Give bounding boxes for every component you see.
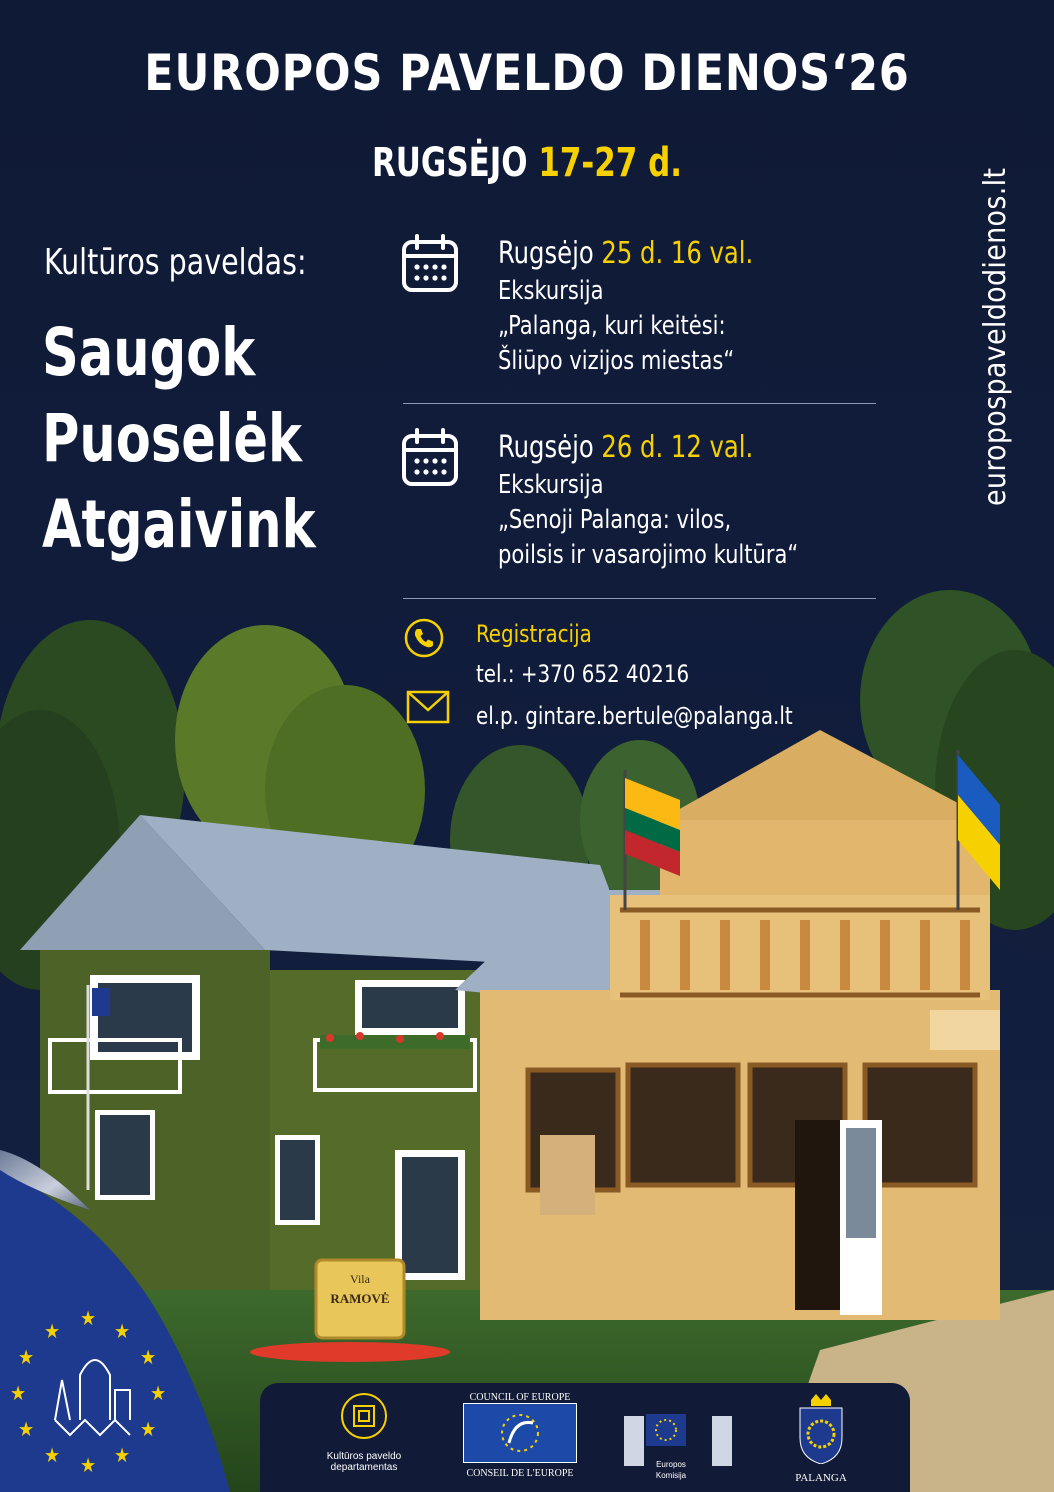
palanga-logo	[790, 1392, 852, 1484]
palanga-coat-of-arms-icon	[796, 1392, 846, 1464]
divider	[403, 403, 876, 404]
event-date	[498, 234, 753, 274]
coe-top-label: COUNCIL OF EUROPE	[469, 1392, 571, 1403]
phone-icon	[404, 618, 444, 658]
kpd-emblem-icon	[340, 1392, 388, 1440]
registration-phone[interactable]: tel.: +370 652 40216	[476, 660, 690, 688]
festival-dates	[74, 140, 980, 186]
envelope-icon	[406, 690, 450, 724]
council-of-europe-logo	[462, 1392, 578, 1479]
sign-line2: RAMOVĖ	[330, 1291, 390, 1306]
event-date-time: 26 d. 12 val.	[601, 430, 754, 465]
event-title-line: „Senoji Palanga: vilos,	[498, 505, 732, 535]
kpd-logo	[314, 1392, 414, 1473]
palanga-label: PALANGA	[795, 1472, 847, 1484]
event-2	[400, 428, 876, 578]
event-type: Ekskursija	[498, 470, 604, 500]
dates-prefix: RUGSĖJO	[371, 140, 528, 186]
registration-label: Registracija	[476, 620, 592, 648]
svg-text:★: ★	[114, 1443, 131, 1467]
motto-line: Saugok	[42, 314, 256, 391]
flower-bed	[250, 1342, 450, 1362]
svg-text:★: ★	[150, 1381, 167, 1405]
motto-line: Atgaivink	[42, 486, 316, 563]
svg-text:★: ★	[10, 1381, 27, 1405]
motto-line: Puoselėk	[42, 400, 303, 477]
svg-text:★: ★	[18, 1417, 35, 1441]
svg-text:★: ★	[80, 1306, 97, 1330]
svg-text:★: ★	[44, 1443, 61, 1467]
svg-text:★: ★	[44, 1319, 61, 1343]
event-1	[400, 234, 876, 384]
european-commission-logo	[622, 1392, 734, 1481]
svg-text:★: ★	[80, 1453, 97, 1477]
event-date-prefix: Rugsėjo	[498, 236, 594, 271]
calendar-icon	[400, 428, 460, 488]
kpd-line2: departamentas	[330, 1462, 398, 1473]
website-link[interactable]: europospaveldodienos.lt	[978, 167, 1013, 506]
svg-text:★: ★	[140, 1345, 157, 1369]
theme-motto	[42, 310, 316, 568]
event-details	[498, 234, 753, 379]
svg-text:★: ★	[140, 1417, 157, 1441]
coe-emblem-icon	[463, 1403, 577, 1463]
event-date-prefix: Rugsėjo	[498, 430, 594, 465]
event-type: Ekskursija	[498, 276, 604, 306]
theme-subheading: Kultūros paveldas:	[44, 242, 307, 283]
event-date	[498, 428, 798, 468]
event-details	[498, 428, 798, 573]
registration-email[interactable]: el.p. gintare.bertule@palanga.lt	[476, 702, 793, 730]
page-title: EUROPOS PAVELDO DIENOS‘26	[144, 44, 910, 102]
kpd-line1: Kultūros paveldo	[326, 1451, 402, 1462]
event-title-line: Šliūpo vizijos miestas“	[498, 346, 735, 376]
eu-heritage-corner	[0, 1150, 230, 1492]
coe-bottom-label: CONSEIL DE L'EUROPE	[466, 1468, 574, 1479]
sign-line1: Vila	[350, 1272, 370, 1286]
event-title-line: „Palanga, kuri keitėsi:	[498, 311, 726, 341]
svg-text:★: ★	[18, 1345, 35, 1369]
svg-text:★: ★	[114, 1319, 131, 1343]
ec-line2: Komisija	[655, 1471, 687, 1480]
event-title-line: poilsis ir vasarojimo kultūra“	[498, 540, 799, 570]
dates-range: 17-27 d.	[538, 140, 683, 186]
calendar-icon	[400, 234, 460, 294]
vila-ramove-sign	[316, 1260, 404, 1338]
event-date-time: 25 d. 16 val.	[601, 236, 754, 271]
ec-line1: Europos	[656, 1460, 686, 1469]
